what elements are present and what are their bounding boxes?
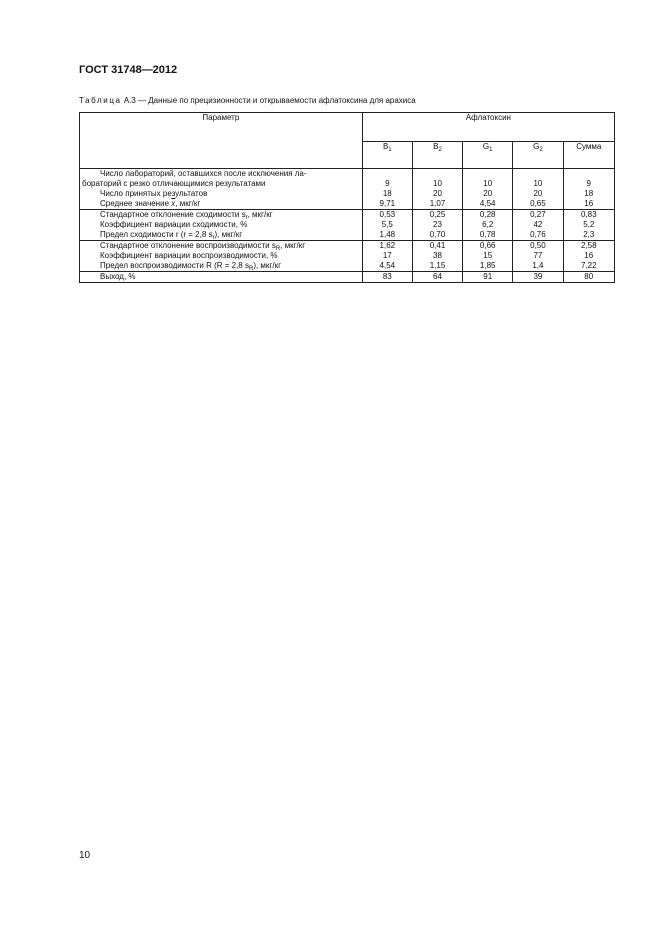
table-cell: 1,48: [379, 230, 396, 239]
table-cell: 0,65: [530, 199, 546, 208]
table-cell: 9: [586, 179, 591, 188]
document-header: ГОСТ 31748—2012: [79, 64, 178, 76]
table-cell: 10: [533, 179, 543, 188]
group-4-labels: [80, 272, 363, 283]
table-cell: 20: [433, 189, 442, 198]
table-cell: 17: [382, 251, 392, 260]
table-cell: 0,50: [530, 241, 546, 250]
table-cell: 0,41: [429, 241, 446, 250]
group-2-b1: [362, 210, 412, 241]
table-cell: 1,85: [479, 261, 496, 270]
label-labs-count: Число лабораторий, оставшихся после исключения ла-: [100, 169, 307, 178]
table-cell: 5,5: [381, 220, 393, 229]
label-reproducibility-sd: Стандартное отклонение воспроизводимости $s_R$, мкг/кг: [100, 241, 306, 252]
group-2-b2: [412, 210, 462, 241]
column-header-g1: $G_1$: [463, 142, 513, 169]
table-cell: 16: [584, 251, 594, 260]
table-cell: 0,25: [429, 210, 446, 219]
table-caption-prefix: Таблица: [79, 96, 122, 105]
table-cell: 1,15: [429, 261, 446, 270]
table-cell: 9,71: [379, 199, 396, 208]
table-cell: 4,54: [479, 199, 496, 208]
table-cell: 0,66: [479, 241, 496, 250]
group-1-sum: [563, 169, 614, 210]
table-cell: 10: [433, 179, 442, 188]
label-labs-count-cont: бораторий с резко отличающимися результатами: [82, 179, 266, 188]
group-1-g1: [463, 169, 513, 210]
table-row-group-1: [80, 169, 615, 210]
group-3-b2: [412, 241, 462, 272]
table-cell: 0,27: [530, 210, 546, 219]
label-repeatability-cv: Коэффициент вариации сходимости, %: [100, 220, 248, 229]
group-1-labels: [80, 169, 363, 210]
table-cell: 64: [412, 272, 462, 283]
label-repeatability-limit: Предел сходимости r (r = 2,8 $s_r$), мкг/кг: [100, 230, 243, 241]
table-cell: 18: [382, 189, 392, 198]
table-cell: 6,2: [482, 220, 494, 229]
table-cell: 2,3: [583, 230, 595, 239]
table-row-group-4: [80, 272, 615, 283]
table-caption: [79, 96, 416, 105]
table-cell: 7,22: [580, 261, 597, 270]
column-header-b1: $B_1$: [362, 142, 412, 169]
table-cell: 80: [563, 272, 614, 283]
column-header-sum: Сумма: [563, 142, 614, 169]
column-header-b2: $B_2$: [412, 142, 462, 169]
table-cell: 0,53: [379, 210, 396, 219]
label-mean-value: Среднее значение $\overline{x}$, мкг/кг: [100, 199, 201, 208]
group-3-g2: [513, 241, 563, 272]
column-header-g2: $G_2$: [513, 142, 563, 169]
page-number: 10: [79, 850, 91, 861]
table-cell: 20: [483, 189, 493, 198]
label-accepted-results: Число принятых результатов: [100, 189, 208, 198]
group-1-g2: [513, 169, 563, 210]
group-1-b2: [412, 169, 462, 210]
table-cell: 39: [513, 272, 563, 283]
table-cell: 9: [385, 179, 390, 188]
group-2-labels: [80, 210, 363, 241]
table-cell: 16: [584, 199, 594, 208]
table-cell: 18: [584, 189, 594, 198]
group-3-sum: [563, 241, 614, 272]
table-cell: 42: [533, 220, 543, 229]
group-3-g1: [463, 241, 513, 272]
group-2-sum: [563, 210, 614, 241]
table-header-row: [80, 113, 615, 142]
group-3-labels: [80, 241, 363, 272]
table-cell: 1,4: [532, 261, 544, 270]
table-cell: 23: [433, 220, 442, 229]
group-2-g1: [463, 210, 513, 241]
table-cell: 0,76: [530, 230, 546, 239]
label-repeatability-sd: Стандартное отклонение сходимости $s_r$, мкг/кг: [100, 210, 273, 221]
group-1-b1: [362, 169, 412, 210]
table-cell: 1,07: [429, 199, 446, 208]
table-cell: 83: [362, 272, 412, 283]
table-cell: 0,28: [479, 210, 496, 219]
table-cell: 10: [483, 179, 493, 188]
label-yield: Выход, %: [100, 272, 136, 281]
table-cell: 2,58: [580, 241, 597, 250]
table-cell: 4,54: [379, 261, 396, 270]
table-cell: 0,70: [429, 230, 446, 239]
group-3-b1: [362, 241, 412, 272]
table-row-group-3: [80, 241, 615, 272]
table-cell: 5,2: [583, 220, 595, 229]
table-cell: 77: [533, 251, 543, 260]
table-cell: 91: [463, 272, 513, 283]
table-cell: 1,62: [379, 241, 396, 250]
table-cell: 0,78: [479, 230, 496, 239]
table-caption-text: А.3 — Данные по прецизионности и открываемости афлатоксина для арахиса: [123, 96, 416, 105]
param-column-header: Параметр: [80, 113, 363, 169]
label-reproducibility-limit: Предел воспроизводимости R (R = 2,8 $s_R$), мкг/кг: [100, 261, 281, 272]
table-row-group-2: [80, 210, 615, 241]
precision-table: [79, 112, 615, 283]
table-cell: 38: [433, 251, 442, 260]
aflatoxin-group-header: Афлатоксин: [362, 113, 614, 142]
table-cell: 20: [533, 189, 543, 198]
table-cell: 15: [483, 251, 493, 260]
label-reproducibility-cv: Коэффициент вариации воспроизводимости, %: [100, 251, 278, 260]
group-2-g2: [513, 210, 563, 241]
table-cell: 0,83: [580, 210, 597, 219]
